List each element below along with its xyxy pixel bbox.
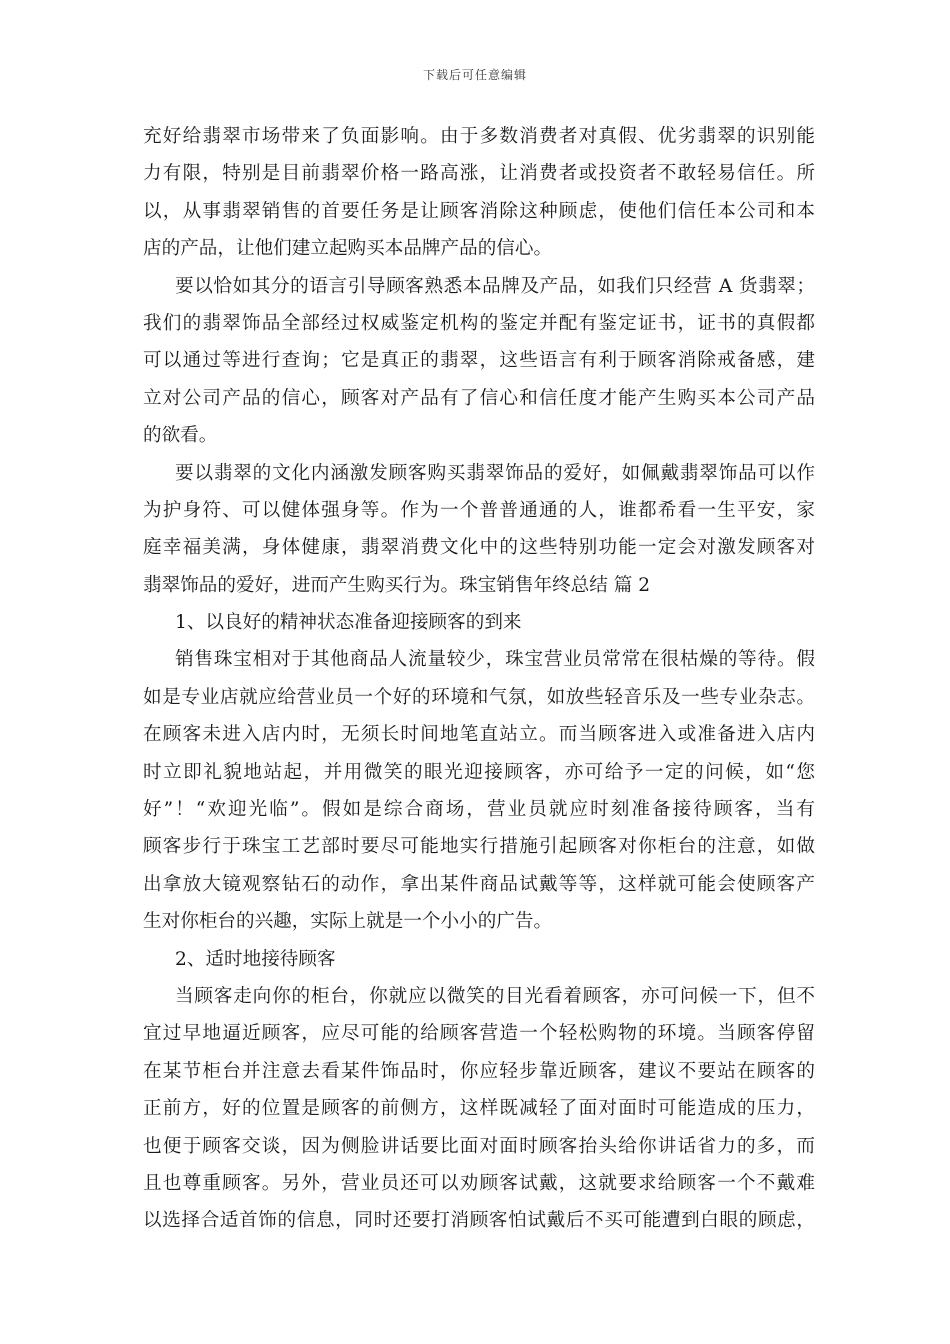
- text-line: 时立即礼貌地站起，并用微笑的眼光迎接顾客，亦可给予一定的问候，如“您: [143, 761, 815, 783]
- text-line: 可以通过等进行查询；它是真正的翡翠，这些语言有利于顾客消除戒备感，建: [143, 350, 815, 372]
- text-line: 庭幸福美满，身体健康，翡翠消费文化中的这些特别功能一定会对激发顾客对: [143, 537, 815, 559]
- text-line: 宜过早地逼近顾客，应尽可能的给顾客营造一个轻松购物的环境。当顾客停留: [143, 1023, 815, 1045]
- text-line: 店的产品，让他们建立起购买本品牌产品的信心。: [143, 238, 553, 260]
- text-line: 我们的翡翠饰品全部经过权威鉴定机构的鉴定并配有鉴定证书，证书的真假都: [143, 312, 815, 334]
- text-line: 为护身符、可以健体强身等。作为一个普普通通的人，谁都希看一生平安，家: [143, 499, 815, 521]
- text-line: 要以翡翠的文化内涵激发顾客购买翡翠饰品的爱好，如佩戴翡翠饰品可以作: [175, 462, 815, 484]
- page-header-note: 下载后可任意编辑: [422, 68, 527, 82]
- text-line: 力有限，特别是目前翡翠价格一路高涨，让消费者或投资者不敢轻易信任。所: [143, 163, 815, 185]
- text-line: 好”！“欢迎光临”。假如是综合商场，营业员就应时刻准备接待顾客，当有: [143, 799, 815, 821]
- text-line: 充好给翡翠市场带来了负面影响。由于多数消费者对真假、优劣翡翠的识别能: [143, 126, 815, 147]
- text-line: 在某节柜台并注意去看某件饰品时，你应轻步靠近顾客，建议不要站在顾客的: [143, 1060, 815, 1082]
- document-body: [143, 118, 815, 1240]
- text-line: 正前方，好的位置是顾客的前侧方，这样既减轻了面对面时可能造成的压力，: [143, 1098, 815, 1120]
- text-line: 立对公司产品的信心，顾客对产品有了信心和信任度才能产生购买本公司产品: [143, 387, 815, 409]
- text-line: 要以恰如其分的语言引导顾客熟悉本品牌及产品，如我们只经营 A 货翡翠；: [175, 275, 815, 297]
- text-line: 如是专业店就应给营业员一个好的环境和气氛，如放些轻音乐及一些专业杂志。: [143, 686, 815, 708]
- text-line: 以选择合适首饰的信息，同时还要打消顾客怕试戴后不买可能遭到白眼的顾虑，: [143, 1210, 815, 1232]
- text-line: 2、适时地接待顾客: [175, 948, 336, 970]
- text-line: 1、以良好的精神状态准备迎接顾客的到来: [175, 612, 522, 634]
- text-line: 且也尊重顾客。另外，营业员还可以劝顾客试戴，这就要求给顾客一个不戴难: [143, 1172, 815, 1194]
- text-line: 出拿放大镜观察钻石的动作，拿出某件商品试戴等等，这样就可能会使顾客产: [143, 873, 815, 895]
- text-line: 以，从事翡翠销售的首要任务是让顾客消除这种顾虑，使他们信任本公司和本: [143, 200, 815, 222]
- text-line: 销售珠宝相对于其他商品人流量较少，珠宝营业员常常在很枯燥的等待。假: [175, 649, 815, 671]
- text-line: 在顾客未进入店内时，无须长时间地笔直站立。而当顾客进入或准备进入店内: [143, 724, 815, 746]
- text-line: 当顾客走向你的柜台，你就应以微笑的目光看着顾客，亦可问候一下，但不: [175, 985, 815, 1007]
- text-line: 顾客步行于珠宝工艺部时要尽可能地实行措施引起顾客对你柜台的注意，如做: [143, 836, 815, 858]
- text-line: 的欲看。: [143, 425, 218, 447]
- text-line: 生对你柜台的兴趣，实际上就是一个小小的广告。: [143, 911, 553, 933]
- text-line: 翡翠饰品的爱好，进而产生购买行为。珠宝销售年终总结 篇 2: [143, 574, 651, 596]
- text-line: 也便于顾客交谈，因为侧脸讲话要比面对面时顾客抬头给你讲话省力的多，而: [143, 1135, 815, 1157]
